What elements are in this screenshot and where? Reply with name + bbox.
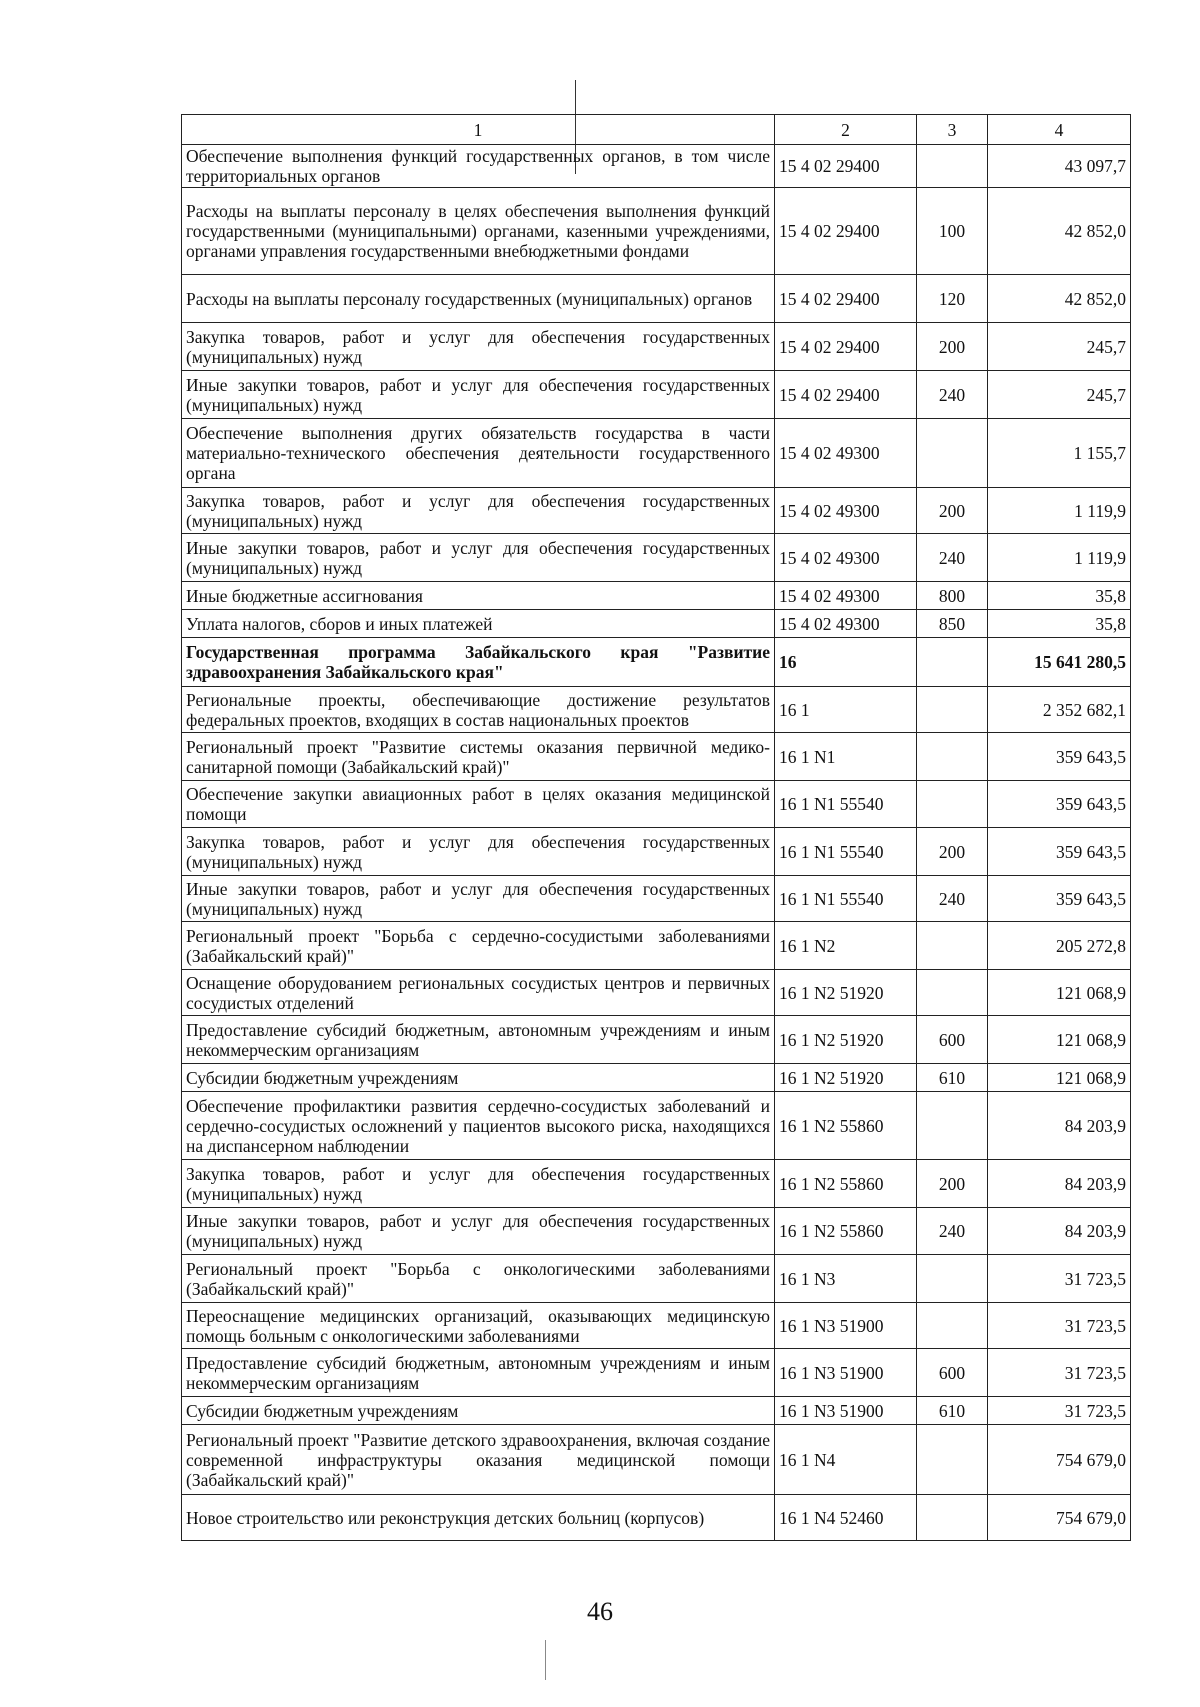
row-expense-type — [917, 145, 988, 188]
table-row — [182, 1016, 1131, 1064]
table-row — [182, 1064, 1131, 1092]
table-row — [182, 534, 1131, 582]
row-sum: 31 723,5 — [988, 1303, 1131, 1349]
header-col-2: 2 — [775, 115, 917, 145]
row-code: 16 1 N2 51920 — [775, 1064, 917, 1092]
row-code: 16 1 N1 55540 — [775, 781, 917, 828]
row-code: 15 4 02 29400 — [775, 323, 917, 371]
table-row — [182, 638, 1131, 687]
row-name: Региональные проекты, обеспечивающие достижение результатов федеральных проектов, входящих в состав национальных проектов — [182, 687, 775, 733]
table-row — [182, 1495, 1131, 1541]
row-name: Расходы на выплаты персоналу государственных (муниципальных) органов — [182, 275, 775, 323]
row-sum: 31 723,5 — [988, 1255, 1131, 1303]
row-expense-type — [917, 1425, 988, 1495]
row-code: 16 1 N1 55540 — [775, 876, 917, 922]
row-sum: 42 852,0 — [988, 188, 1131, 275]
row-code: 16 1 N2 55860 — [775, 1092, 917, 1160]
row-sum: 1 119,9 — [988, 488, 1131, 534]
header-col-1: 1 — [182, 115, 775, 145]
row-code: 16 1 N3 — [775, 1255, 917, 1303]
row-code: 15 4 02 49300 — [775, 610, 917, 638]
row-name: Региональный проект "Борьба с онкологическими заболеваниями (Забайкальский край)" — [182, 1255, 775, 1303]
row-expense-type — [917, 970, 988, 1016]
row-sum: 1 155,7 — [988, 419, 1131, 488]
row-sum: 2 352 682,1 — [988, 687, 1131, 733]
row-expense-type — [917, 1495, 988, 1541]
table-row — [182, 1092, 1131, 1160]
table-row — [182, 188, 1131, 275]
row-code: 16 1 — [775, 687, 917, 733]
table-row — [182, 1397, 1131, 1425]
row-expense-type — [917, 687, 988, 733]
row-code: 15 4 02 29400 — [775, 275, 917, 323]
row-sum: 359 643,5 — [988, 733, 1131, 781]
row-sum: 121 068,9 — [988, 1016, 1131, 1064]
row-sum: 31 723,5 — [988, 1349, 1131, 1397]
table-row — [182, 876, 1131, 922]
row-expense-type: 800 — [917, 582, 988, 610]
row-code: 16 1 N3 51900 — [775, 1397, 917, 1425]
row-expense-type: 200 — [917, 323, 988, 371]
header-col-3: 3 — [917, 115, 988, 145]
scan-mark — [575, 80, 576, 114]
row-expense-type — [917, 922, 988, 970]
row-code: 16 1 N4 — [775, 1425, 917, 1495]
row-sum: 359 643,5 — [988, 876, 1131, 922]
row-sum: 31 723,5 — [988, 1397, 1131, 1425]
row-code: 15 4 02 49300 — [775, 534, 917, 582]
row-expense-type: 240 — [917, 534, 988, 582]
row-sum: 245,7 — [988, 323, 1131, 371]
row-name: Обеспечение выполнения других обязательств государства в части материально-технического обеспечения деятельности государственного органа — [182, 419, 775, 488]
row-name: Региональный проект "Развитие детского здравоохранения, включая создание современной инфраструктуры оказания медицинской помощи (Забайкальский край)" — [182, 1425, 775, 1495]
row-code: 16 1 N2 55860 — [775, 1160, 917, 1208]
table-row — [182, 371, 1131, 419]
table-header-row — [182, 115, 1131, 145]
table-row — [182, 828, 1131, 876]
row-expense-type: 200 — [917, 828, 988, 876]
row-name: Иные закупки товаров, работ и услуг для обеспечения государственных (муниципальных) нужд — [182, 371, 775, 419]
row-expense-type: 240 — [917, 876, 988, 922]
row-name: Переоснащение медицинских организаций, оказывающих медицинскую помощь больным с онкологическими заболеваниями — [182, 1303, 775, 1349]
row-name: Обеспечение профилактики развития сердечно-сосудистых заболеваний и сердечно-сосудистых осложнений у пациентов высокого риска, находящихся на диспансерном наблюдении — [182, 1092, 775, 1160]
row-code: 16 1 N1 — [775, 733, 917, 781]
table-row — [182, 922, 1131, 970]
row-code: 15 4 02 49300 — [775, 488, 917, 534]
table-row — [182, 610, 1131, 638]
row-expense-type: 600 — [917, 1016, 988, 1064]
table-row — [182, 733, 1131, 781]
table-row — [182, 1303, 1131, 1349]
row-name: Обеспечение закупки авиационных работ в целях оказания медицинской помощи — [182, 781, 775, 828]
row-sum: 754 679,0 — [988, 1425, 1131, 1495]
table-row — [182, 323, 1131, 371]
row-expense-type: 240 — [917, 1208, 988, 1255]
row-code: 15 4 02 29400 — [775, 371, 917, 419]
scan-mark — [545, 1640, 546, 1680]
row-sum: 205 272,8 — [988, 922, 1131, 970]
row-name: Субсидии бюджетным учреждениям — [182, 1064, 775, 1092]
table-row — [182, 488, 1131, 534]
row-name: Иные закупки товаров, работ и услуг для обеспечения государственных (муниципальных) нужд — [182, 1208, 775, 1255]
row-name: Иные закупки товаров, работ и услуг для обеспечения государственных (муниципальных) нужд — [182, 534, 775, 582]
row-code: 16 1 N1 55540 — [775, 828, 917, 876]
table-row — [182, 687, 1131, 733]
row-name: Иные бюджетные ассигнования — [182, 582, 775, 610]
row-name: Закупка товаров, работ и услуг для обеспечения государственных (муниципальных) нужд — [182, 1160, 775, 1208]
row-expense-type — [917, 1303, 988, 1349]
row-expense-type: 200 — [917, 1160, 988, 1208]
row-sum: 121 068,9 — [988, 1064, 1131, 1092]
row-expense-type — [917, 733, 988, 781]
row-expense-type — [917, 638, 988, 687]
table-row — [182, 1425, 1131, 1495]
row-sum: 245,7 — [988, 371, 1131, 419]
row-sum: 15 641 280,5 — [988, 638, 1131, 687]
row-name: Иные закупки товаров, работ и услуг для обеспечения государственных (муниципальных) нужд — [182, 876, 775, 922]
row-name: Закупка товаров, работ и услуг для обеспечения государственных (муниципальных) нужд — [182, 323, 775, 371]
budget-table — [181, 114, 1131, 1541]
table-row — [182, 1349, 1131, 1397]
row-expense-type — [917, 1255, 988, 1303]
row-sum: 84 203,9 — [988, 1092, 1131, 1160]
row-sum: 43 097,7 — [988, 145, 1131, 188]
row-sum: 42 852,0 — [988, 275, 1131, 323]
table-row — [182, 970, 1131, 1016]
row-code: 16 1 N4 52460 — [775, 1495, 917, 1541]
table-row — [182, 582, 1131, 610]
row-name: Уплата налогов, сборов и иных платежей — [182, 610, 775, 638]
row-code: 16 1 N2 — [775, 922, 917, 970]
row-name: Государственная программа Забайкальского края "Развитие здравоохранения Забайкальского края" — [182, 638, 775, 687]
row-name: Закупка товаров, работ и услуг для обеспечения государственных (муниципальных) нужд — [182, 828, 775, 876]
row-sum: 121 068,9 — [988, 970, 1131, 1016]
table-row — [182, 275, 1131, 323]
row-sum: 84 203,9 — [988, 1208, 1131, 1255]
row-sum: 359 643,5 — [988, 828, 1131, 876]
row-expense-type: 100 — [917, 188, 988, 275]
row-code: 16 1 N3 51900 — [775, 1303, 917, 1349]
table-row — [182, 145, 1131, 188]
table-body — [182, 145, 1131, 1541]
row-expense-type: 200 — [917, 488, 988, 534]
row-expense-type: 850 — [917, 610, 988, 638]
table-row — [182, 1208, 1131, 1255]
row-sum: 35,8 — [988, 582, 1131, 610]
header-col-4: 4 — [988, 115, 1131, 145]
table-row — [182, 419, 1131, 488]
page-number: 46 — [587, 1597, 613, 1626]
row-code: 15 4 02 29400 — [775, 145, 917, 188]
row-expense-type: 600 — [917, 1349, 988, 1397]
row-code: 16 — [775, 638, 917, 687]
row-expense-type — [917, 781, 988, 828]
row-code: 16 1 N2 51920 — [775, 970, 917, 1016]
row-name: Предоставление субсидий бюджетным, автономным учреждениям и иным некоммерческим организациям — [182, 1349, 775, 1397]
table-row — [182, 781, 1131, 828]
row-expense-type: 120 — [917, 275, 988, 323]
row-name: Региональный проект "Развитие системы оказания первичной медико-санитарной помощи (Забайкальский край)" — [182, 733, 775, 781]
row-code: 15 4 02 49300 — [775, 419, 917, 488]
row-name: Региональный проект "Борьба с сердечно-сосудистыми заболеваниями (Забайкальский край)" — [182, 922, 775, 970]
table-row — [182, 1160, 1131, 1208]
row-sum: 35,8 — [988, 610, 1131, 638]
row-name: Оснащение оборудованием региональных сосудистых центров и первичных сосудистых отделений — [182, 970, 775, 1016]
row-code: 15 4 02 29400 — [775, 188, 917, 275]
row-code: 16 1 N2 51920 — [775, 1016, 917, 1064]
row-name: Закупка товаров, работ и услуг для обеспечения государственных (муниципальных) нужд — [182, 488, 775, 534]
row-code: 16 1 N2 55860 — [775, 1208, 917, 1255]
row-expense-type: 610 — [917, 1064, 988, 1092]
row-expense-type — [917, 1092, 988, 1160]
row-name: Предоставление субсидий бюджетным, автономным учреждениям и иным некоммерческим организациям — [182, 1016, 775, 1064]
row-name: Обеспечение выполнения функций государственных органов, в том числе территориальных органов — [182, 145, 775, 188]
row-sum: 84 203,9 — [988, 1160, 1131, 1208]
row-sum: 359 643,5 — [988, 781, 1131, 828]
row-sum: 1 119,9 — [988, 534, 1131, 582]
row-expense-type: 240 — [917, 371, 988, 419]
row-name: Новое строительство или реконструкция детских больниц (корпусов) — [182, 1495, 775, 1541]
row-sum: 754 679,0 — [988, 1495, 1131, 1541]
row-expense-type: 610 — [917, 1397, 988, 1425]
table-row — [182, 1255, 1131, 1303]
row-code: 15 4 02 49300 — [775, 582, 917, 610]
row-expense-type — [917, 419, 988, 488]
row-name: Субсидии бюджетным учреждениям — [182, 1397, 775, 1425]
row-name: Расходы на выплаты персоналу в целях обеспечения выполнения функций государственными (муниципальными) органами, казенными учреждениями, органами управления государственными внебюджетными фондами — [182, 188, 775, 275]
row-code: 16 1 N3 51900 — [775, 1349, 917, 1397]
